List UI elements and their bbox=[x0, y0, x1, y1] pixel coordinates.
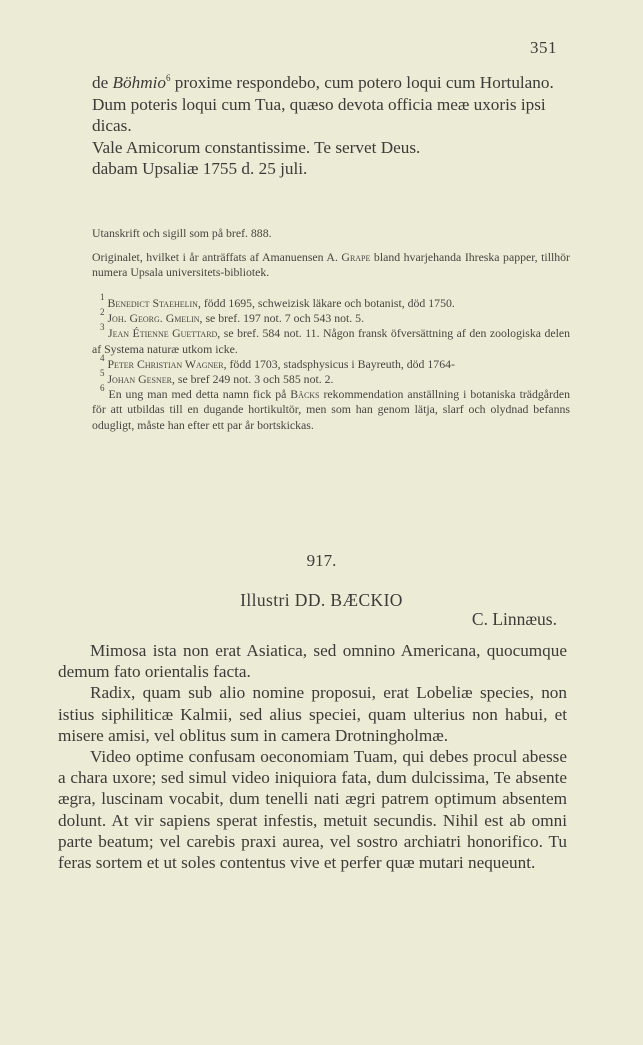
letter-number: 917. bbox=[306, 551, 337, 570]
letter1-paragraph-2 bbox=[92, 94, 570, 137]
footnote-ref: 6 bbox=[166, 73, 171, 83]
text-span: de bbox=[92, 73, 113, 92]
footnote-mark: 4 bbox=[100, 352, 105, 363]
footnote-mark: 2 bbox=[100, 307, 105, 318]
footnote-text: En ung man med detta namn fick på bbox=[108, 387, 291, 402]
footnotes bbox=[92, 292, 571, 433]
person-name: Peter Christian Wagner, bbox=[107, 356, 227, 371]
letter-addressee: Illustri DD. BÆCKIO bbox=[240, 590, 403, 610]
footnote bbox=[92, 352, 570, 372]
person-name: Grape bbox=[341, 250, 371, 264]
letter1-dateline bbox=[92, 158, 570, 180]
footnote-text: född 1703, stadsphysicus i Bayreuth, död 1764- bbox=[226, 356, 455, 371]
person-name: Joh. Georg. Gmelin, bbox=[107, 311, 203, 326]
text-span: proxime respondebo, cum potero loqui cum Hortulano. bbox=[170, 73, 554, 92]
page-number: 351 bbox=[530, 38, 557, 57]
letter1-paragraph-1 bbox=[92, 72, 570, 94]
original-note-text bbox=[92, 250, 570, 280]
person-name: Benedict Staehelin, bbox=[107, 296, 201, 310]
text-span: bland hvarjehanda Ihreska papper, tillhör numera Upsala universitets-bibliotek. bbox=[92, 250, 570, 280]
text-span: Originalet, hvilket i år anträffats af Amanuensen A. bbox=[92, 250, 342, 264]
person-name: Johan Gesner, bbox=[107, 372, 175, 387]
original-note bbox=[92, 250, 570, 280]
footnote-text: rekommendation anställning i botaniska trädgården för att utbildas till en dugande hortikultör, men som han genom lätja, slarf och olydnad befanns odugligt, måste han efter ett par år bortskickas. bbox=[92, 387, 571, 432]
footnote-text: se bref 249 not. 3 och 585 not. 2. bbox=[174, 372, 334, 387]
person-name: Jean Étienne Guettard, bbox=[108, 326, 221, 341]
footnote-text: se bref. 197 not. 7 och 543 not. 5. bbox=[202, 311, 365, 326]
footnote bbox=[92, 292, 570, 311]
footnote-mark: 1 bbox=[100, 292, 105, 302]
text-span: Vale Amicorum constantissime. Te servet Deus. bbox=[92, 137, 421, 157]
letter-916-ending bbox=[92, 72, 570, 180]
source-note bbox=[92, 226, 570, 241]
footnote-mark: 5 bbox=[100, 368, 105, 379]
footnote bbox=[92, 383, 571, 433]
letter2-paragraph: Radix, quam sub alio nomine proposui, erat Lobeliæ species, non istius siphiliticæ Kalmii, sed alius speciei, quam ulterius non habui, et misere amisi, vel oblitus sum in camera Drotningholmæ. bbox=[58, 683, 567, 745]
footnote-text: se bref. 584 not. 11. Någon fransk öfversättning af den zoologiska delen af Systema naturæ utkom icke. bbox=[92, 326, 571, 356]
text-span: Dum poteris loqui cum Tua, quæso devota officia meæ uxoris ipsi dicas. bbox=[92, 94, 546, 135]
letter2-paragraph: Video optime confusam oeconomiam Tuam, qui debes procul abesse a chara uxore; sed simul video iniquiora fata, dum dulcissima, Te absente ægra, luscinam vocabit, dum tenelli nati ægri patrem optimum absentem dolunt. At vir sapiens sperat infestis, metuit secundis. Nihil est ab omni parte beatum; vel carebis praxi aurea, vel sostro archiatri honorifico. Tu feras sortem et ut soles contentus vive et perfer quæ mutari nequeunt. bbox=[58, 747, 567, 873]
person-name: Böhmio bbox=[112, 73, 166, 92]
footnote-mark: 6 bbox=[100, 383, 105, 394]
footnote-mark: 3 bbox=[100, 322, 105, 333]
footnote bbox=[92, 322, 571, 356]
letter-917-body bbox=[58, 640, 567, 873]
person-name: Bäcks bbox=[290, 387, 320, 402]
text-span: dabam Upsaliæ 1755 d. 25 juli. bbox=[92, 159, 308, 178]
footnote bbox=[92, 368, 570, 387]
source-note-text: Utanskrift och sigill som på bref. 888. bbox=[92, 226, 272, 240]
letter-signature: C. Linnæus. bbox=[471, 609, 557, 629]
footnote bbox=[92, 307, 570, 326]
footnote-text: född 1695, schweizisk läkare och botanist, död 1750. bbox=[200, 296, 455, 310]
letter2-paragraph: Mimosa ista non erat Asiatica, sed omnino Americana, quocumque demum fato orientalis facta. bbox=[58, 641, 567, 682]
letter1-closing bbox=[92, 137, 570, 159]
